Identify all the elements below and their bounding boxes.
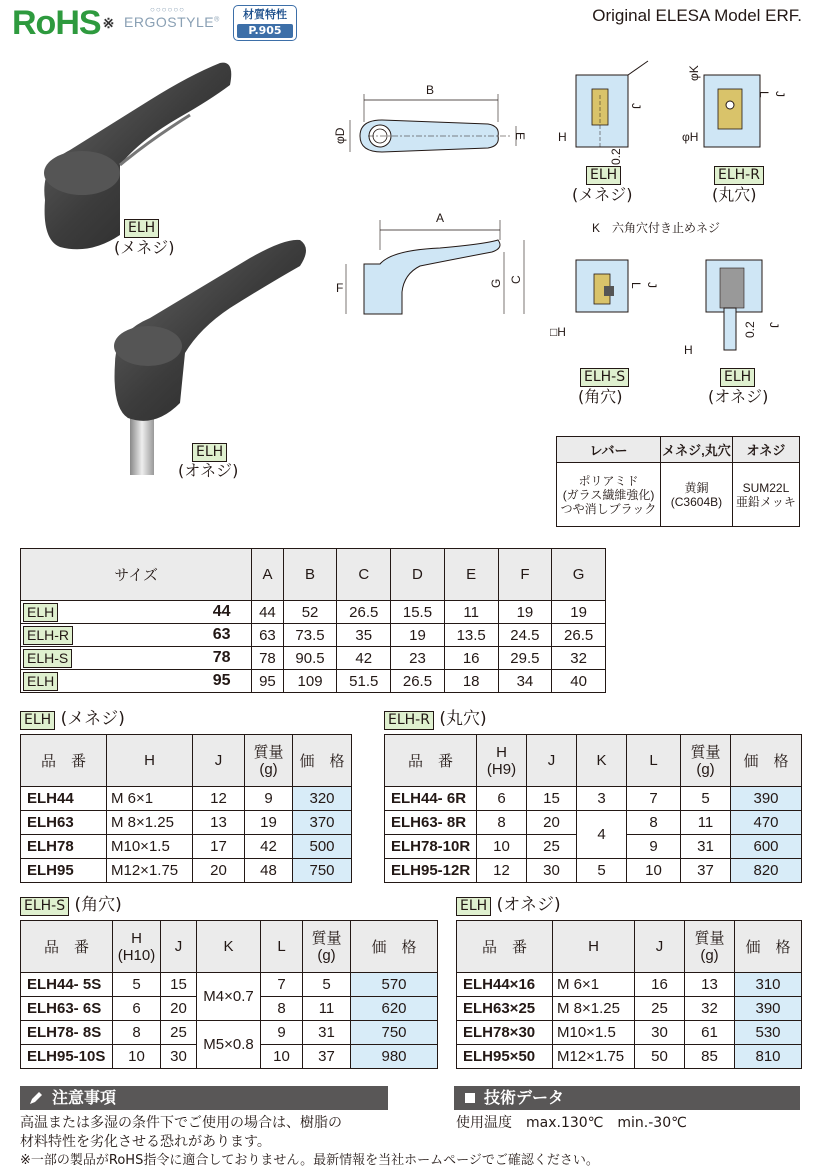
dim-G: G — [489, 278, 503, 288]
photo-caption-male: (オネジ) — [178, 461, 239, 480]
detail-drawing-elh-s-male — [548, 218, 818, 368]
detail-tag-4: ELH — [720, 368, 755, 387]
footnote: ※一部の製品がRoHS指令に適合しておりません。最新情報を当社ホームページでご確認ください。 — [20, 1153, 599, 1168]
dim-C: C — [509, 275, 523, 284]
dim-F: F — [336, 281, 344, 295]
svg-text:J: J — [767, 322, 781, 328]
dim-B: B — [426, 83, 435, 97]
dim-sqH: □H — [550, 325, 566, 339]
tech-data-title: 技術データ — [484, 1088, 565, 1107]
material-header-lever: レバー — [557, 437, 661, 463]
square-icon — [462, 1090, 478, 1106]
material-header-female: メネジ,丸穴 — [661, 437, 733, 463]
svg-text:H: H — [558, 130, 567, 144]
svg-text:φK: φK — [687, 65, 701, 81]
dim-A: A — [436, 211, 445, 225]
detail-tag-1: ELH — [586, 166, 621, 185]
caution-text: 高温または多湿の条件下でご使用の場合は、樹脂の 材料特性を劣化させる恐れがあります。 — [20, 1115, 342, 1150]
rohs-mark: ※ — [102, 15, 114, 31]
detail-caption-2: (丸穴) — [712, 185, 757, 204]
original-model-text: Original ELESA Model ERF. — [592, 6, 802, 25]
table-elh-s: 品 番 H (H10) J K L 質量 (g) 価 格 ELH44- 5S 5 15 M4×0.7 7 5 570 ELH63- 6S 6 20 8 11 620 ELH78- 8S 8 25 M5×0.8 9 31 750 ELH95-10S 10 30 10 37 980 — [20, 920, 438, 1069]
svg-text:L: L — [757, 91, 771, 98]
svg-text:H: H — [684, 343, 693, 357]
photo-tag-male: ELH — [192, 443, 227, 462]
material-properties-badge[interactable]: 材質特性 P.905 — [233, 5, 297, 41]
svg-text:0.2: 0.2 — [609, 148, 623, 165]
pencil-icon — [28, 1090, 44, 1106]
svg-text:φH: φH — [682, 130, 699, 144]
dim-phiD: φD — [333, 127, 347, 144]
dim-E: E — [513, 132, 527, 141]
dim-K-note: K 六角穴付き止めネジ — [592, 221, 721, 235]
caution-bar — [20, 1086, 388, 1110]
rohs-logo: RoHS ※ — [12, 4, 114, 42]
size-header: サイズ — [21, 549, 252, 601]
svg-text:L: L — [629, 282, 643, 289]
ergostyle-logo: ○○○○○○ ERGOSTYLE® — [124, 5, 220, 30]
size-table: サイズ A B C D E F G ELH 44 44 52 26.5 15.5 11 19 19 ELH-R 63 63 73.5 35 19 13.5 24.5 26.5 ELH-S 78 78 90.5 42 23 16 29.5 32 ELH 95 95 109 51.5 26.5 18 34 40 — [20, 548, 606, 693]
table-title-elh-male: ELH (オネジ) — [456, 894, 561, 916]
photo-tag-female: ELH — [124, 219, 159, 238]
tech-data-text: 使用温度 max.130℃ min.-30℃ — [456, 1115, 687, 1131]
material-table: レバー メネジ,丸穴 オネジ ポリアミド (ガラス繊維強化) つや消しブラック 黄銅 (C3604B) SUM22L 亜鉛メッキ — [556, 436, 800, 527]
dimension-drawing — [320, 70, 540, 320]
svg-text:0.2: 0.2 — [743, 321, 757, 338]
detail-tag-3: ELH-S — [580, 368, 629, 387]
material-header-male: オネジ — [732, 437, 799, 463]
table-title-elh-female: ELH (メネジ) — [20, 708, 125, 730]
detail-caption-4: (オネジ) — [708, 387, 769, 406]
table-title-elh-r: ELH-R (丸穴) — [384, 708, 487, 730]
table-title-elh-s: ELH-S (角穴) — [20, 894, 122, 916]
detail-tag-2: ELH-R — [714, 166, 764, 185]
photo-caption-female: (メネジ) — [114, 238, 175, 257]
tech-data-bar — [454, 1086, 800, 1110]
detail-caption-3: (角穴) — [578, 387, 623, 406]
table-elh-r: 品 番 H (H9) J K L 質量 (g) 価 格 ELH44- 6R 6 15 3 7 5 390 ELH63- 8R 8 20 4 8 11 470 ELH78-10R 10 25 9 31 600 ELH95-12R 12 30 5 10 37 820 — [384, 734, 802, 883]
svg-text:J: J — [629, 103, 643, 109]
table-elh-male: 品 番 H J 質量 (g) 価 格 ELH44×16 M 6×1 16 13 310 ELH63×25 M 8×1.25 25 32 390 ELH78×30 M10×1.5 30 61 530 ELH95×50 M12×1.75 50 85 810 — [456, 920, 802, 1069]
table-elh-female: 品 番 H J 質量 (g) 価 格 ELH44 M 6×1 12 9 320 ELH63 M 8×1.25 13 19 370 ELH78 M10×1.5 17 42 500 ELH95 M12×1.75 20 48 750 — [20, 734, 352, 883]
caution-title: 注意事項 — [52, 1088, 117, 1107]
svg-text:J: J — [645, 282, 659, 288]
detail-caption-1: (メネジ) — [572, 185, 633, 204]
material-page-ref: P.905 — [237, 24, 293, 38]
svg-text:J: J — [773, 91, 787, 97]
